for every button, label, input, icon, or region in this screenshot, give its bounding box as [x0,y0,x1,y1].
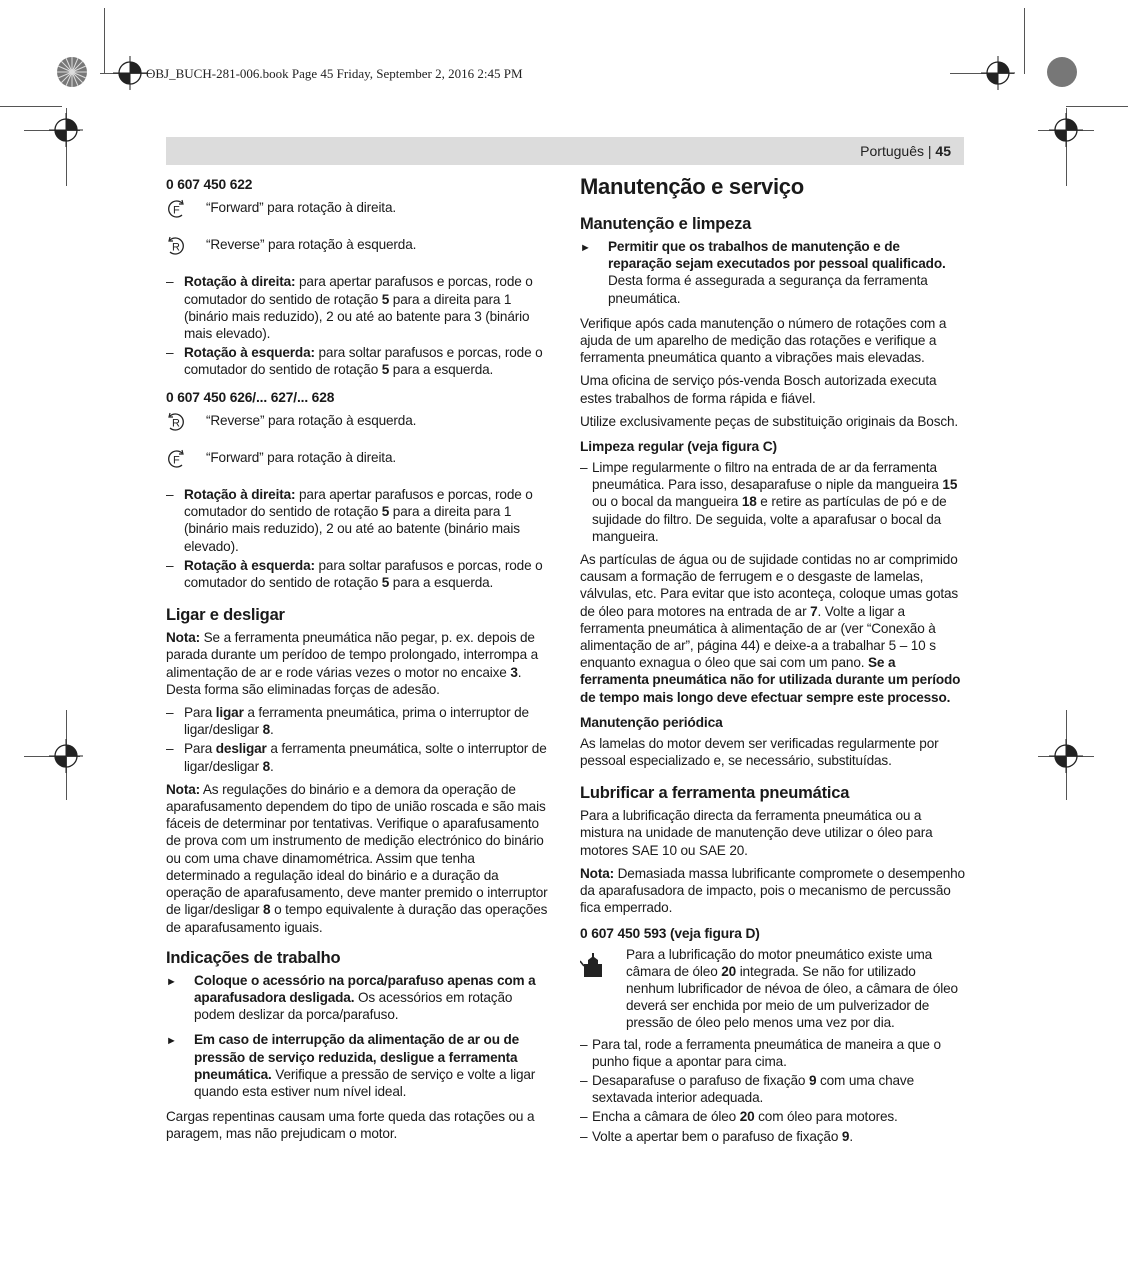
crosshair-icon [49,739,83,773]
symbol-text: “Forward” para rotação à direita. [206,200,396,215]
svg-text:R: R [172,241,180,254]
list-item: – Rotação à direita: para apertar parafusos e porcas, rode o comutador do sentido de rotação 5 para a direita para 1 (binário mais reduzido), 2 ou até ao batente (binário mais elevado). [166,487,533,554]
list-item: – Volte a apertar bem o parafuso de fixação 9. [580,1128,853,1144]
subsection-heading: Manutenção periódica [580,714,723,730]
crosshair-icon [1049,113,1083,147]
forward-symbol-row [166,449,551,473]
svg-text:F: F [173,204,180,217]
crop-mark [1024,8,1025,74]
arrow-bullet-icon: ► [166,975,177,988]
arrow-bullet-icon: ► [580,242,591,254]
crop-mark [104,8,105,74]
svg-text:F: F [173,454,180,467]
paragraph: Nota: Se a ferramenta pneumática não pegar, p. ex. depois de parada durante um perídoo de tempo prolongado, interrompa a alimentação de ar e rode várias vezes o motor no encaixe 3. Desta forma são eliminadas forças de adesão. [166,630,539,697]
bullet-item: ► Permitir que os trabalhos de manutenção e de reparação sejam executados por pessoal qualificado. Desta forma é assegurada a segurança da ferramenta pneumática. [580,239,946,306]
running-header-bar [166,137,964,165]
paragraph: Nota: As regulações do binário e a demora da operação de aparafusamento dependem do tipo de união roscada e são mais fáceis de determinar por tentativas. Verifique o aparafusamento de prova com um instrumento de medição electrónico do binário ou com uma chave dinamométrica. Assim que tenha determinado a regulação ideal do binário e a duração da operação de aparafusamento, deve manter premido o interruptor de ligar/desligar 8 o tempo equivalente à duração das operações de aparafusamento iguais. [166,781,548,935]
section-heading: Indicações de trabalho [166,948,341,967]
running-header [860,143,951,159]
reverse-r-icon [166,412,184,430]
section-heading: Lubrificar a ferramenta pneumática [580,784,850,803]
crosshair-icon [49,113,83,147]
crosshair-icon [981,56,1015,90]
chapter-title: Manutenção e serviço [580,174,804,199]
list-item: – Rotação à esquerda: para soltar parafusos e porcas, rode o comutador do sentido de rotação 5 para a esquerda. [166,557,543,591]
print-slug: OBJ_BUCH-281-006.book Page 45 Friday, September 2, 2016 2:45 PM [146,66,523,81]
model-heading: 0 607 450 626/... 627/... 628 [166,389,335,405]
list-item: – Para ligar a ferramenta pneumática, prima o interruptor de ligar/desligar 8. [166,705,529,738]
header-language: Português [860,143,924,159]
list-item: – Para tal, rode a ferramenta pneumática de maneira a que o punho fique a apontar para cima. [580,1036,941,1069]
registration-disc-icon [1045,55,1079,89]
registration-wheel-icon [55,55,89,89]
list-item: – Rotação à esquerda: para soltar parafusos e porcas, rode o comutador do sentido de rotação 5 para a esquerda. [166,345,543,378]
subsection-heading: Limpeza regular (veja figura C) [580,439,777,455]
list-item: – Para desligar a ferramenta pneumática, solte o interruptor de ligar/desligar 8. [166,741,547,774]
forward-symbol-row [166,199,551,223]
forward-f-icon [166,199,184,217]
symbol-text: “Forward” para rotação à direita. [206,449,396,465]
list-item: – Rotação à direita: para apertar parafusos e porcas, rode o comutador do sentido de rotação 5 para a direita para 1 (binário mais reduzido), 2 ou até ao batente para 3 (binário mais elevado). [166,274,533,342]
symbol-text: “Reverse” para rotação à esquerda. [206,237,417,253]
paragraph: As lamelas do motor devem ser verificadas regularmente por pessoal especializado e, se necessário, substituídas. [580,735,939,769]
reverse-r-icon [166,236,184,254]
paragraph: Utilize exclusivamente peças de substituição originais da Bosch. [580,413,959,429]
page-number: 45 [935,143,951,159]
crop-mark [1066,106,1128,107]
paragraph: As partículas de água ou de sujidade contidas no ar comprimido causam a formação de ferrugem e o desgaste de lamelas, válvulas, etc. Para evitar que isto aconteça, coloque umas gotas de óleo para motores na entrada de ar 7. Volte a ligar a ferramenta pneumática à alimentação de ar (ver “Conexão à alimentação de ar”, página 44) e deixe-a a trabalhar 5 – 10 s enquanto exnagua o óleo que sai com um pano. Se a ferramenta pneumática não for utilizada durante um período de tempo mais longo deve efectuar sempre este processo. [580,552,961,705]
svg-text:R: R [172,417,180,430]
crop-mark [0,106,62,107]
paragraph: Cargas repentinas causam uma forte queda das rotações ou a paragem, mas não prejudicam o motor. [166,1109,535,1142]
bullet-item: ► Coloque o acessório na porca/parafuso apenas com a aparafusadora desligada. Os acessórios em rotação podem deslizar da porca/parafuso. [166,972,536,1023]
paragraph: Uma oficina de serviço pós-venda Bosch autorizada executa estes trabalhos de forma rápida e fiável. [580,373,937,406]
bullet-item: ► Em caso de interrupção da alimentação de ar ou de pressão de serviço reduzida, desligue a ferramenta pneumática. Verifique a pressão de serviço e volte a ligar quando esta estiver num nível ideal. [166,1032,536,1099]
header-separator: | [924,143,936,159]
list-item: – Desaparafuse o parafuso de fixação 9 com uma chave sextavada interior adequada. [580,1072,914,1106]
oil-can-icon [580,968,606,983]
arrow-bullet-icon: ► [166,1035,177,1048]
forward-f-icon [166,449,184,467]
model-heading: 0 607 450 622 [166,177,253,192]
oil-note: Para a lubrificação do motor pneumático existe uma câmara de óleo 20 integrada. Se não for utilizado nenhum lubrificador de névoa de óleo, a câmara de óleo deverá ser enchida por meio de um pulverizador de pressão de óleo pelo menos uma vez por dia. [580,946,965,1032]
symbol-text: “Reverse” para rotação à esquerda. [206,412,417,428]
list-item: – Limpe regularmente o filtro na entrada de ar da ferramenta pneumática. Para isso, desaparafuse o niple da mangueira 15 ou o bocal da mangueira 18 e retire as partículas de pó e de sujidade do filtro. De seguida, volte a aparafusar o bocal da mangueira. [580,460,958,544]
list-item: – Encha a câmara de óleo 20 com óleo para motores. [580,1109,898,1125]
paragraph: Para a lubrificação directa da ferramenta pneumática ou a mistura na unidade de manutenção deve utilizar o óleo para motores SAE 10 ou SAE 20. [580,808,933,858]
crosshair-icon [1049,739,1083,773]
crosshair-icon [113,56,147,90]
section-heading: Manutenção e limpeza [580,215,752,233]
left-column [166,172,551,1149]
section-heading: Ligar e desligar [166,606,285,625]
right-column [580,172,965,1147]
subsection-heading: 0 607 450 593 (veja figura D) [580,925,760,941]
reverse-symbol-row [166,412,551,436]
paragraph: Nota: Demasiada massa lubrificante compromete o desempenho da aparafusadora de impacto, pois o mecanismo de percussão fica emperrado. [580,865,965,916]
paragraph: Verifique após cada manutenção o número de rotações com a ajuda de um aparelho de medição das rotações e verifique a ferramenta pneumática quanto a vibrações mais elevadas. [580,315,947,366]
reverse-symbol-row [166,236,551,260]
